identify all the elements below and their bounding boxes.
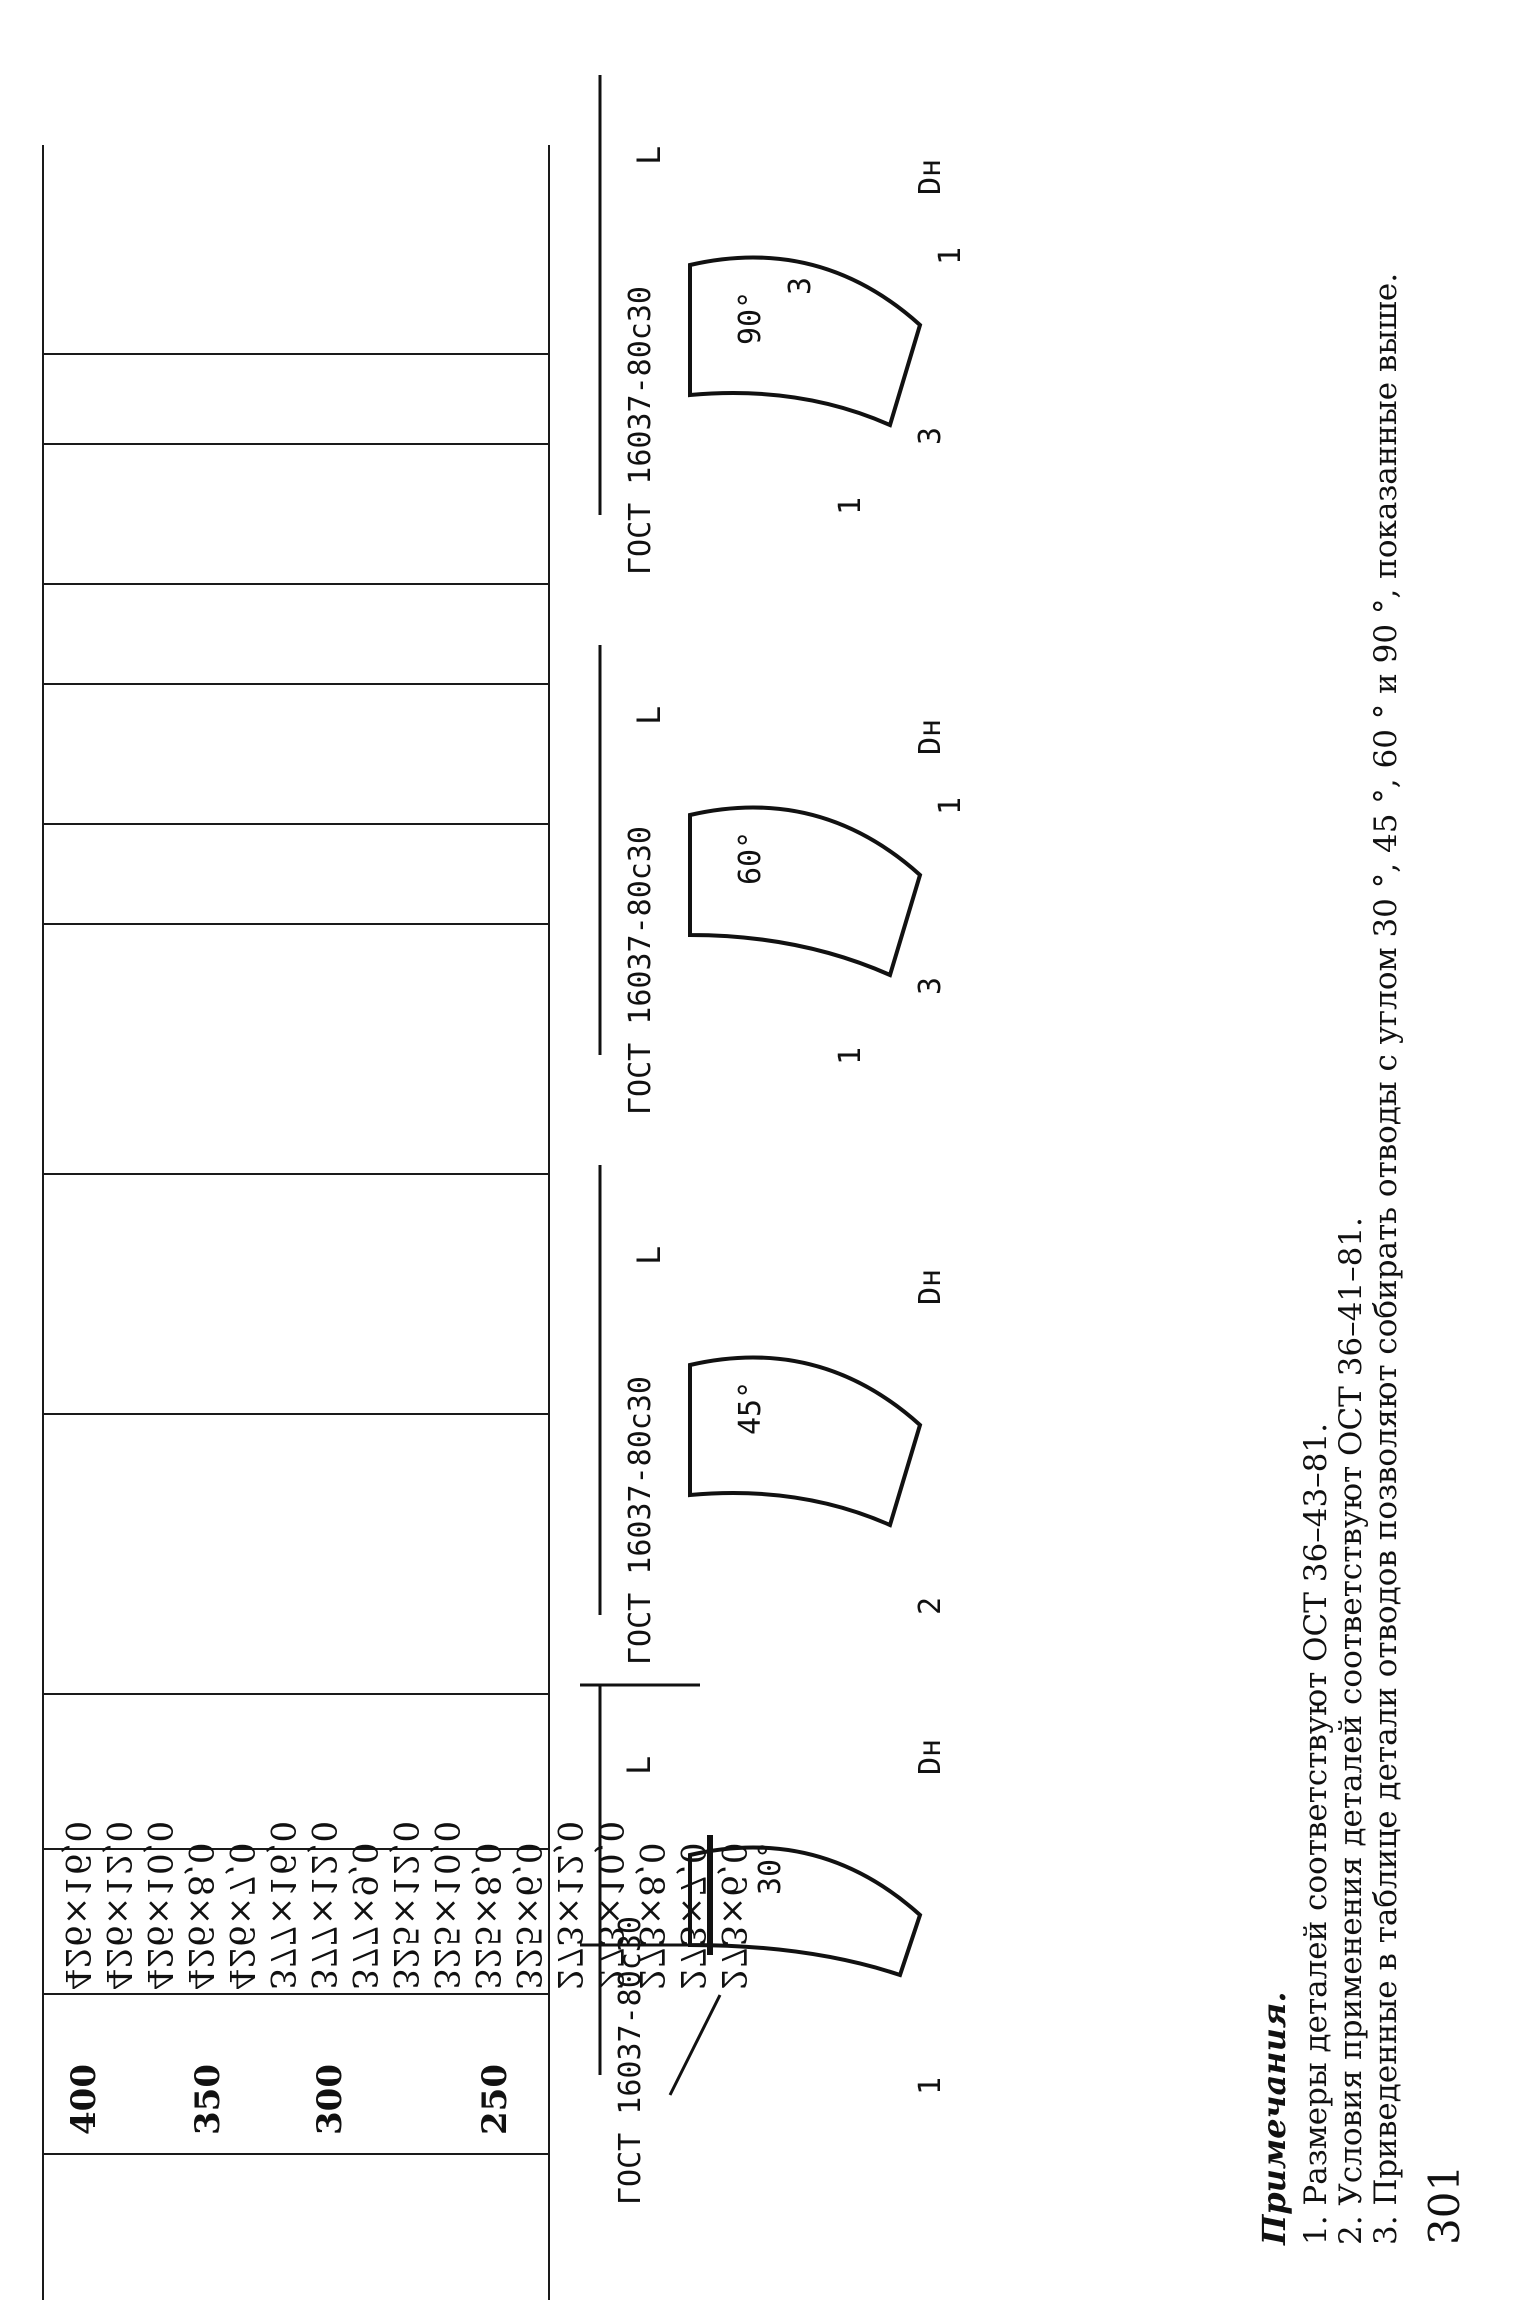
part-number: 1 xyxy=(933,796,968,815)
dn-label: Dн xyxy=(913,1738,948,1775)
part-number: 1 xyxy=(933,246,968,265)
col-divider xyxy=(42,583,550,585)
l-label: L xyxy=(620,1755,658,1775)
col-divider xyxy=(42,923,550,925)
col-divider xyxy=(42,1173,550,1175)
dn-value: 300 xyxy=(310,2064,350,2135)
elbow-90-figure xyxy=(560,35,980,595)
dn-value: 400 xyxy=(64,2064,104,2135)
col-divider xyxy=(42,683,550,685)
elbow-45-figure xyxy=(560,1135,980,1695)
part-number: 3 xyxy=(913,976,948,995)
dn-value: 350 xyxy=(188,2064,228,2135)
l-label: L xyxy=(630,705,668,725)
angle-label: 30° xyxy=(753,1840,788,1895)
col-divider xyxy=(42,2153,550,2155)
l-label: L xyxy=(630,1245,668,1265)
page-number: 301 xyxy=(1420,2164,1469,2245)
part-number: 1 xyxy=(833,496,868,515)
col-divider xyxy=(42,353,550,355)
notes-title: Примечания. xyxy=(1255,1991,1293,2245)
gost-label: ГОСТ 16037-80с30 xyxy=(623,826,658,1115)
note-item: 1. Размеры деталей соответствуют ОСТ 36–43–81. xyxy=(1298,1423,1334,2245)
pipe-dimension-column: 273×6,0 273×7,0 273×8,0 273×10,0 273×12,0 325×6,0 325×8,0 325×10,0 325×12,0 377×9,0 377×12,0 377×16,0 426×7,0 426×8,0 426×10,0 426×12,0 426×16,0 xyxy=(57,1820,753,1990)
dn-value: 250 xyxy=(475,2064,515,2135)
elbow-60-figure xyxy=(560,585,980,1145)
table-rule-top xyxy=(42,145,44,2300)
col-divider xyxy=(42,1993,550,1995)
part-number: 1 xyxy=(833,1046,868,1065)
col-divider xyxy=(42,1413,550,1415)
gost-label: ГОСТ 16037-80с30 xyxy=(623,1376,658,1665)
col-divider xyxy=(42,823,550,825)
part-number: 3 xyxy=(783,276,818,295)
col-divider xyxy=(42,1693,550,1695)
angle-label: 60° xyxy=(733,830,768,885)
angle-label: 45° xyxy=(733,1380,768,1435)
note-item: 3. Приведенные в таблице детали отводов позволяют собирать отводы с углом 30 °, 45 °, 60 ° и 90 °, показанные выше. xyxy=(1368,272,1404,2245)
dn-label: Dн xyxy=(913,1268,948,1305)
gost-label: ГОСТ 16037-80с30 xyxy=(613,1916,648,2205)
dn-label: Dн xyxy=(913,158,948,195)
dn-label: Dн xyxy=(913,718,948,755)
note-item: 2. Условия применения деталей соответствуют ОСТ 36–41–81. xyxy=(1333,1217,1369,2245)
part-number: 3 xyxy=(913,426,948,445)
elbow-30-figure xyxy=(560,1625,980,2245)
part-number: 1 xyxy=(913,2076,948,2095)
gost-label: ГОСТ 16037-80с30 xyxy=(623,286,658,575)
angle-label: 90° xyxy=(733,290,768,345)
col-divider xyxy=(42,443,550,445)
part-number: 2 xyxy=(913,1596,948,1615)
l-label: L xyxy=(630,145,668,165)
